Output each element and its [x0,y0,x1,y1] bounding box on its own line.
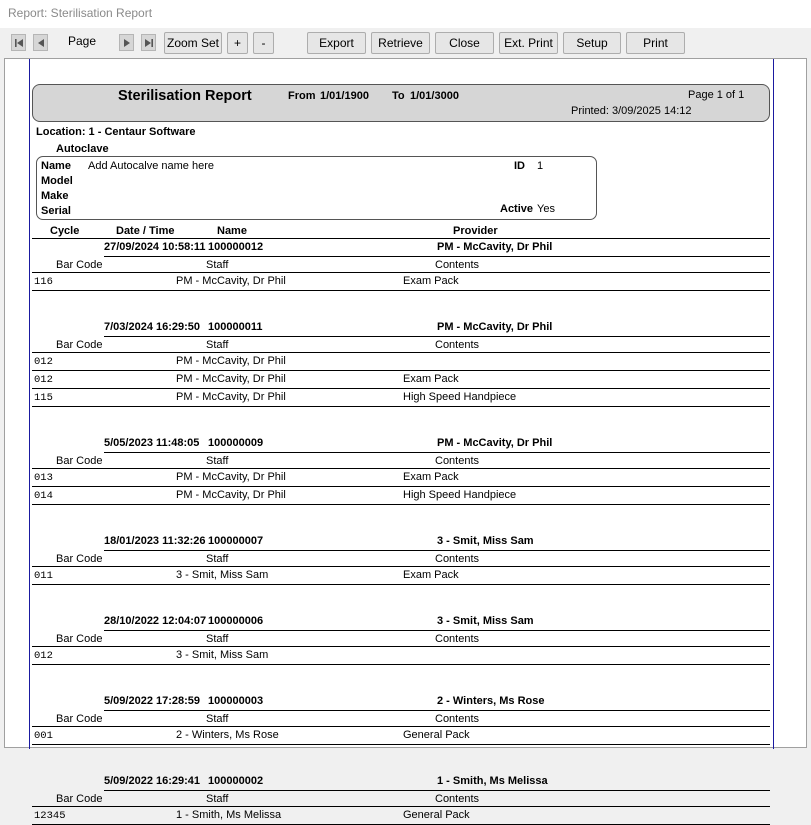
item-contents: General Pack [403,729,470,741]
page-label: Page [68,34,97,48]
cycle-divider [104,630,770,631]
sub-header-divider [32,352,770,353]
item-staff: 3 - Smit, Miss Sam [176,569,269,581]
cycle-datetime: 5/09/2022 17:28:59 [104,695,201,707]
next-page-button[interactable] [119,34,134,51]
zoom-in-button[interactable]: + [227,32,248,54]
item-contents: High Speed Handpiece [403,391,517,403]
item-divider [32,290,770,291]
from-date: 1/01/1900 [320,90,369,102]
contents-header: Contents [435,633,480,645]
window-title: Report: Sterilisation Report [0,0,811,28]
sub-header-divider [32,806,770,807]
item-contents: Exam Pack [403,569,459,581]
previous-page-button[interactable] [33,34,48,51]
staff-header: Staff [206,713,229,725]
contents-header: Contents [435,455,480,467]
autoclave-active-value: Yes [537,203,555,215]
autoclave-heading: Autoclave [56,143,109,155]
item-barcode: 012 [34,374,53,386]
barcode-header: Bar Code [56,455,103,467]
zoom-out-button[interactable]: - [253,32,274,54]
cycle-divider [104,550,770,551]
cycle-datetime: 27/09/2024 10:58:11 [104,241,206,253]
cycle-provider: 2 - Winters, Ms Rose [437,695,545,707]
column-header-cycle: Cycle [50,225,80,237]
cycle-divider [104,710,770,711]
staff-header: Staff [206,633,229,645]
staff-header: Staff [206,455,229,467]
item-divider [32,664,770,665]
item-barcode: 013 [34,472,53,484]
autoclave-name-label: Name [41,160,71,172]
toolbar [0,30,811,56]
item-barcode: 011 [34,570,53,582]
cycle-provider: PM - McCavity, Dr Phil [437,321,553,333]
item-contents: General Pack [403,809,470,821]
item-staff: PM - McCavity, Dr Phil [176,373,286,385]
item-staff: PM - McCavity, Dr Phil [176,275,286,287]
cycle-provider: PM - McCavity, Dr Phil [437,241,553,253]
sub-header-divider [32,272,770,273]
cycle-name: 100000002 [208,775,264,787]
sub-header-divider [32,468,770,469]
printed-timestamp: Printed: 3/09/2025 14:12 [571,105,692,117]
item-staff: 1 - Smith, Ms Melissa [176,809,282,821]
cycle-name: 100000007 [208,535,264,547]
column-header-name: Name [217,225,247,237]
autoclave-id-value: 1 [537,160,544,172]
from-label: From [288,90,316,102]
cycle-divider [104,256,770,257]
to-label: To [392,90,405,102]
sub-header-divider [32,726,770,727]
cycle-datetime: 5/05/2023 11:48:05 [104,437,200,449]
print-button[interactable]: Print [626,32,685,54]
location-label: Location: 1 - Centaur Software [36,126,196,138]
item-staff: PM - McCavity, Dr Phil [176,471,286,483]
zoom-set-button[interactable]: Zoom Set [164,32,222,54]
cycle-provider: 3 - Smit, Miss Sam [437,615,534,627]
cycle-datetime: 5/09/2022 16:29:41 [104,775,201,787]
ext-print-button[interactable]: Ext. Print [499,32,558,54]
item-barcode: 001 [34,730,53,742]
page-info: Page 1 of 1 [688,89,745,101]
cycle-datetime: 18/01/2023 11:32:26 [104,535,206,547]
item-divider [32,584,770,585]
item-contents: Exam Pack [403,373,459,385]
item-barcode: 014 [34,490,53,502]
item-divider [32,486,770,487]
item-staff: 3 - Smit, Miss Sam [176,649,269,661]
to-date: 1/01/3000 [410,90,459,102]
item-contents: Exam Pack [403,471,459,483]
last-page-icon [144,38,154,48]
staff-header: Staff [206,339,229,351]
cycle-provider: PM - McCavity, Dr Phil [437,437,553,449]
barcode-header: Bar Code [56,553,103,565]
contents-header: Contents [435,713,480,725]
item-contents: Exam Pack [403,275,459,287]
staff-header: Staff [206,793,229,805]
staff-header: Staff [206,553,229,565]
autoclave-make-label: Make [41,190,69,202]
item-barcode: 115 [34,392,53,404]
sub-header-divider [32,646,770,647]
autoclave-id-label: ID [514,160,525,172]
cycle-provider: 1 - Smith, Ms Melissa [437,775,548,787]
cycle-divider [104,452,770,453]
barcode-header: Bar Code [56,793,103,805]
autoclave-name-value: Add Autocalve name here [88,160,214,172]
autoclave-serial-label: Serial [41,205,71,217]
barcode-header: Bar Code [56,259,103,271]
cycle-name: 100000011 [208,321,263,333]
report-viewer[interactable] [4,58,807,822]
contents-header: Contents [435,553,480,565]
export-button[interactable]: Export [307,32,366,54]
item-barcode: 012 [34,356,53,368]
item-staff: PM - McCavity, Dr Phil [176,355,286,367]
close-button[interactable]: Close [435,32,494,54]
cycle-datetime: 7/03/2024 16:29:50 [104,321,201,333]
autoclave-active-label: Active [500,203,534,215]
item-staff: PM - McCavity, Dr Phil [176,489,286,501]
column-header-provider: Provider [453,225,498,237]
item-divider [32,744,770,745]
previous-page-icon [36,38,46,48]
contents-header: Contents [435,259,480,271]
report-title: Sterilisation Report [118,88,252,104]
cycle-divider [104,790,770,791]
cycle-datetime: 28/10/2022 12:04:07 [104,615,207,627]
item-divider [32,388,770,389]
first-page-icon [14,38,24,48]
item-barcode: 12345 [34,810,66,822]
column-header-datetime: Date / Time [116,225,175,237]
cycle-provider: 3 - Smit, Miss Sam [437,535,534,547]
sub-header-divider [32,566,770,567]
item-barcode: 012 [34,650,53,662]
retrieve-button[interactable]: Retrieve [371,32,430,54]
first-page-button[interactable] [11,34,26,51]
contents-header: Contents [435,339,480,351]
barcode-header: Bar Code [56,339,103,351]
item-staff: 2 - Winters, Ms Rose [176,729,279,741]
item-divider [32,504,770,505]
cycle-name: 100000009 [208,437,264,449]
cycle-name: 100000012 [208,241,264,253]
staff-header: Staff [206,259,229,271]
column-header-divider [32,238,770,239]
cycle-name: 100000003 [208,695,264,707]
setup-button[interactable]: Setup [563,32,621,54]
item-barcode: 116 [34,276,53,288]
next-page-icon [122,38,132,48]
item-staff: PM - McCavity, Dr Phil [176,391,286,403]
barcode-header: Bar Code [56,633,103,645]
last-page-button[interactable] [141,34,156,51]
barcode-header: Bar Code [56,713,103,725]
item-divider [32,370,770,371]
cycle-divider [104,336,770,337]
cycle-name: 100000006 [208,615,264,627]
contents-header: Contents [435,793,480,805]
autoclave-model-label: Model [41,175,73,187]
item-divider [32,406,770,407]
item-contents: High Speed Handpiece [403,489,517,501]
